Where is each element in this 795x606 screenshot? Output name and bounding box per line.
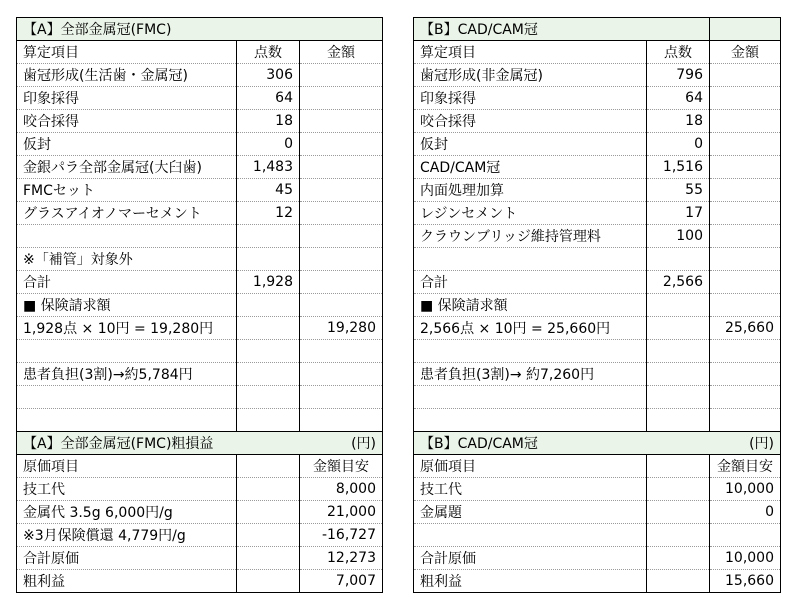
row-item: レジンセメント [414, 202, 647, 225]
table-a-title-row [17, 18, 383, 41]
profit-item: 粗利益 [17, 570, 237, 593]
row-points: 18 [237, 110, 300, 133]
profit-row [414, 501, 781, 524]
profit-b-header-row [414, 455, 781, 478]
total-row [17, 271, 383, 294]
table-row [414, 248, 781, 271]
row-item: 仮封 [17, 133, 237, 156]
table-row [17, 156, 383, 179]
patient-burden: 患者負担(3割)→ 約7,260円 [414, 363, 647, 386]
table-row [414, 225, 781, 248]
profit-amount: 0 [710, 501, 781, 524]
row-item: 咬合採得 [414, 110, 647, 133]
table-b-header-row [414, 41, 781, 64]
row-item: 歯冠形成(非金属冠) [414, 64, 647, 87]
table-row [414, 87, 781, 110]
table-b-title: 【B】CAD/CAM冠 [414, 18, 647, 41]
profit-item: 合計原価 [17, 547, 237, 570]
row-points: 45 [237, 179, 300, 202]
row-item: ※「補管」対象外 [17, 248, 237, 271]
claim-row [17, 317, 383, 340]
profit-row [414, 524, 781, 547]
total-label: 合計 [414, 271, 647, 294]
table-b [413, 17, 781, 593]
profit-item: 技工代 [17, 478, 237, 501]
row-points: 306 [237, 64, 300, 87]
col-header-points: 点数 [647, 41, 710, 64]
profit-item: ※3月保険償還 4,779円/g [17, 524, 237, 547]
row-points [647, 248, 710, 271]
col-header-item: 算定項目 [414, 41, 647, 64]
row-item: FMCセット [17, 179, 237, 202]
claim-label: ■ 保険請求額 [17, 294, 237, 317]
profit-row [17, 547, 383, 570]
table-row [17, 110, 383, 133]
total-points: 2,566 [647, 271, 710, 294]
profit-item: 金属題 [414, 501, 647, 524]
row-points: 17 [647, 202, 710, 225]
claim-label-row [17, 294, 383, 317]
table-a [16, 17, 383, 593]
profit-amount: 21,000 [300, 501, 383, 524]
row-points: 0 [237, 133, 300, 156]
row-points: 55 [647, 179, 710, 202]
row-points [237, 248, 300, 271]
table-a-header-row [17, 41, 383, 64]
row-points: 1,516 [647, 156, 710, 179]
claim-label-row [414, 294, 781, 317]
table-row [414, 64, 781, 87]
profit-col-item: 原価項目 [17, 455, 237, 478]
profit-amount: -16,727 [300, 524, 383, 547]
row-points: 100 [647, 225, 710, 248]
total-label: 合計 [17, 271, 237, 294]
profit-amount: 8,000 [300, 478, 383, 501]
total-row [414, 271, 781, 294]
row-item: 歯冠形成(生活歯・金属冠) [17, 64, 237, 87]
table-a-title: 【A】全部金属冠(FMC) [17, 18, 237, 41]
profit-a-unit: (円) [300, 432, 383, 455]
row-points: 64 [237, 87, 300, 110]
profit-row [414, 478, 781, 501]
profit-amount [710, 524, 781, 547]
profit-item: 合計原価 [414, 547, 647, 570]
row-item: 金銀パラ全部金属冠(大臼歯) [17, 156, 237, 179]
profit-item: 技工代 [414, 478, 647, 501]
profit-b-title-row [414, 432, 781, 455]
profit-amount: 15,660 [710, 570, 781, 593]
row-item: CAD/CAM冠 [414, 156, 647, 179]
profit-col-amount: 金額目安 [300, 455, 383, 478]
claim-row [414, 317, 781, 340]
profit-col-item: 原価項目 [414, 455, 647, 478]
profit-a-header-row [17, 455, 383, 478]
profit-amount: 7,007 [300, 570, 383, 593]
table-row [17, 133, 383, 156]
table-row [17, 64, 383, 87]
claim-formula: 2,566点 × 10円 = 25,660円 [414, 317, 647, 340]
table-row [414, 179, 781, 202]
claim-formula: 1,928点 × 10円 = 19,280円 [17, 317, 237, 340]
profit-item [414, 524, 647, 547]
table-b-title-row [414, 18, 781, 41]
profit-row [17, 501, 383, 524]
profit-row [17, 524, 383, 547]
profit-item: 粗利益 [414, 570, 647, 593]
table-row [17, 179, 383, 202]
profit-a-title-row [17, 432, 383, 455]
row-item: 内面処理加算 [414, 179, 647, 202]
col-header-amount: 金額 [710, 41, 781, 64]
row-points: 1,483 [237, 156, 300, 179]
row-item: 印象採得 [17, 87, 237, 110]
profit-b-title: 【B】CAD/CAM冠 [414, 432, 647, 455]
profit-item: 金属代 3.5g 6,000円/g [17, 501, 237, 524]
patient-row [17, 363, 383, 386]
row-points: 0 [647, 133, 710, 156]
row-item: 咬合採得 [17, 110, 237, 133]
table-row [414, 156, 781, 179]
row-points: 18 [647, 110, 710, 133]
row-item: グラスアイオノマーセメント [17, 202, 237, 225]
profit-a-title: 【A】全部金属冠(FMC)粗損益 [17, 432, 237, 455]
table-row [17, 225, 383, 248]
row-item: 印象採得 [414, 87, 647, 110]
patient-burden: 患者負担(3割)→約5,784円 [17, 363, 237, 386]
profit-col-amount: 金額目安 [710, 455, 781, 478]
profit-amount: 12,273 [300, 547, 383, 570]
claim-label: ■ 保険請求額 [414, 294, 647, 317]
row-item: クラウンブリッジ維持管理料 [414, 225, 647, 248]
table-row [17, 248, 383, 271]
patient-row [414, 363, 781, 386]
claim-amount: 19,280 [300, 317, 383, 340]
claim-amount: 25,660 [710, 317, 781, 340]
profit-b-unit: (円) [710, 432, 781, 455]
table-row [414, 133, 781, 156]
row-points [237, 225, 300, 248]
table-row [17, 87, 383, 110]
row-item [17, 225, 237, 248]
profit-row [17, 570, 383, 593]
profit-row [414, 570, 781, 593]
profit-row [17, 478, 383, 501]
profit-row [414, 547, 781, 570]
table-row [414, 202, 781, 225]
row-points: 64 [647, 87, 710, 110]
col-header-amount: 金額 [300, 41, 383, 64]
profit-amount: 10,000 [710, 547, 781, 570]
table-row [17, 202, 383, 225]
row-points: 796 [647, 64, 710, 87]
row-item: 仮封 [414, 133, 647, 156]
profit-amount: 10,000 [710, 478, 781, 501]
col-header-item: 算定項目 [17, 41, 237, 64]
total-points: 1,928 [237, 271, 300, 294]
row-item [414, 248, 647, 271]
row-points: 12 [237, 202, 300, 225]
table-row [414, 110, 781, 133]
col-header-points: 点数 [237, 41, 300, 64]
